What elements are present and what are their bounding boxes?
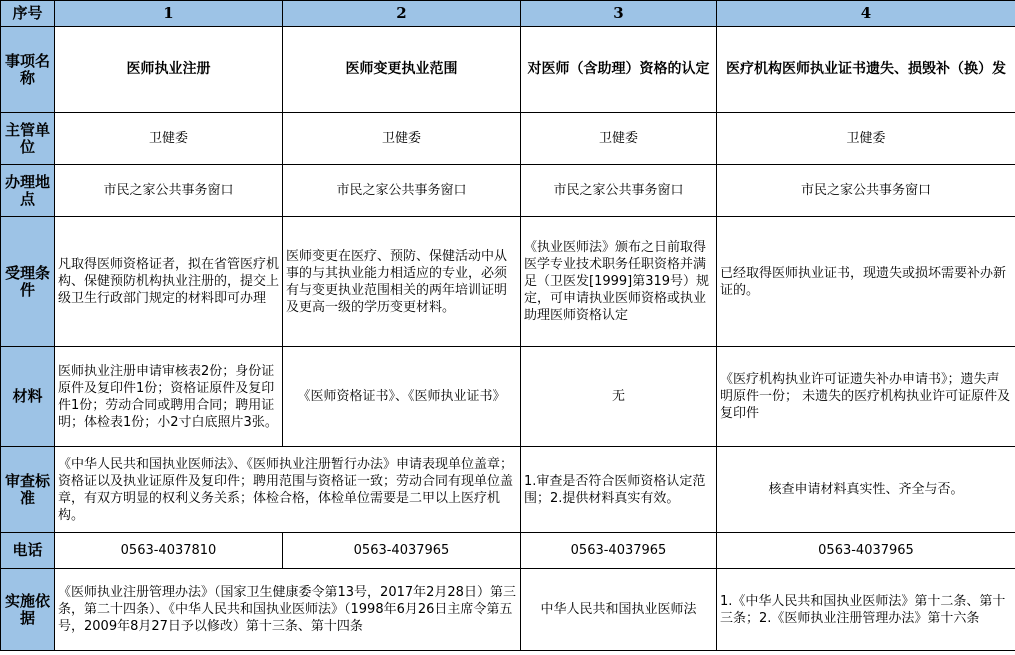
place-4: 市民之家公共事务窗口	[717, 165, 1015, 217]
conditions-4: 已经取得医师执业证书，现遗失或损坏需要补办新证的。	[717, 217, 1015, 347]
conditions-1: 凡取得医师资格证者，拟在省管医疗机构、保健预防机构执业注册的，提交上级卫生行政部门规定的材料即可办理	[55, 217, 283, 347]
dept-3: 卫健委	[521, 113, 717, 165]
item-name-3: 对医师（含助理）资格的认定	[521, 27, 717, 113]
dept-1: 卫健委	[55, 113, 283, 165]
materials-3: 无	[521, 347, 717, 447]
phone-2: 0563-4037965	[283, 533, 521, 569]
dept-2: 卫健委	[283, 113, 521, 165]
item-name-4: 医疗机构医师执业证书遗失、损毁补（换）发	[717, 27, 1015, 113]
place-3: 市民之家公共事务窗口	[521, 165, 717, 217]
conditions-2: 医师变更在医疗、预防、保健活动中从事的与其执业能力相适应的专业，必须有与变更执业范围相关的两年培训证明及更高一级的学历变更材料。	[283, 217, 521, 347]
header-row	[1, 1, 1015, 27]
place-2: 市民之家公共事务窗口	[283, 165, 521, 217]
row-label-review: 审查标准	[1, 447, 55, 533]
review-merged-1-2: 《中华人民共和国执业医师法》、《医师执业注册暂行办法》申请表现单位盖章；资格证以及执业证原件及复印件；聘用范围与资格证一致；劳动合同有现单位盖章，有双方明显的权利义务关系；体检合格，体检单位需要是二甲以上医疗机构。	[55, 447, 521, 533]
row-label-item-name: 事项名称	[1, 27, 55, 113]
conditions-row	[1, 217, 1015, 347]
review-row	[1, 447, 1015, 533]
column-number-3: 3	[521, 1, 717, 27]
row-label-place: 办理地点	[1, 165, 55, 217]
place-1: 市民之家公共事务窗口	[55, 165, 283, 217]
phone-1: 0563-4037810	[55, 533, 283, 569]
dept-row	[1, 113, 1015, 165]
row-label-conditions: 受理条件	[1, 217, 55, 347]
place-row	[1, 165, 1015, 217]
column-number-2: 2	[283, 1, 521, 27]
basis-4: 1.《中华人民共和国执业医师法》第十二条、第十三条；2.《医师执业注册管理办法》第十六条	[717, 569, 1015, 651]
review-3: 1.审查是否符合医师资格认定范围；2.提供材料真实有效。	[521, 447, 717, 533]
column-number-1: 1	[55, 1, 283, 27]
phone-row	[1, 533, 1015, 569]
row-label-materials: 材料	[1, 347, 55, 447]
column-number-4: 4	[717, 1, 1015, 27]
row-label-phone: 电话	[1, 533, 55, 569]
materials-4: 《医疗机构执业许可证遗失补办申请书》；遗失声明原件一份； 未遗失的医疗机构执业许可证原件及复印件	[717, 347, 1015, 447]
materials-2: 《医师资格证书》、《医师执业证书》	[283, 347, 521, 447]
row-label-seq: 序号	[1, 1, 55, 27]
basis-row	[1, 569, 1015, 651]
row-label-dept: 主管单位	[1, 113, 55, 165]
conditions-3: 《执业医师法》颁布之日前取得医学专业技术职务任职资格并满足（卫医发[1999]第319号）规定，可申请执业医师资格或执业助理医师资格认定	[521, 217, 717, 347]
basis-merged-1-2: 《医师执业注册管理办法》（国家卫生健康委令第13号，2017年2月28日）第三条，第二十四条）、《中华人民共和国执业医师法》（1998年6月26日主席令第五号，2009年8月27日予以修改）第十三条、第十四条	[55, 569, 521, 651]
item-name-row	[1, 27, 1015, 113]
review-4: 核查申请材料真实性、齐全与否。	[717, 447, 1015, 533]
materials-row	[1, 347, 1015, 447]
phone-4: 0563-4037965	[717, 533, 1015, 569]
row-label-basis: 实施依据	[1, 569, 55, 651]
item-name-1: 医师执业注册	[55, 27, 283, 113]
dept-4: 卫健委	[717, 113, 1015, 165]
materials-1: 医师执业注册申请审核表2份；身份证原件及复印件1份；资格证原件及复印件1份；劳动合同或聘用合同；聘用证明；体检表1份；小2寸白底照片3张。	[55, 347, 283, 447]
basis-3: 中华人民共和国执业医师法	[521, 569, 717, 651]
item-name-2: 医师变更执业范围	[283, 27, 521, 113]
phone-3: 0563-4037965	[521, 533, 717, 569]
